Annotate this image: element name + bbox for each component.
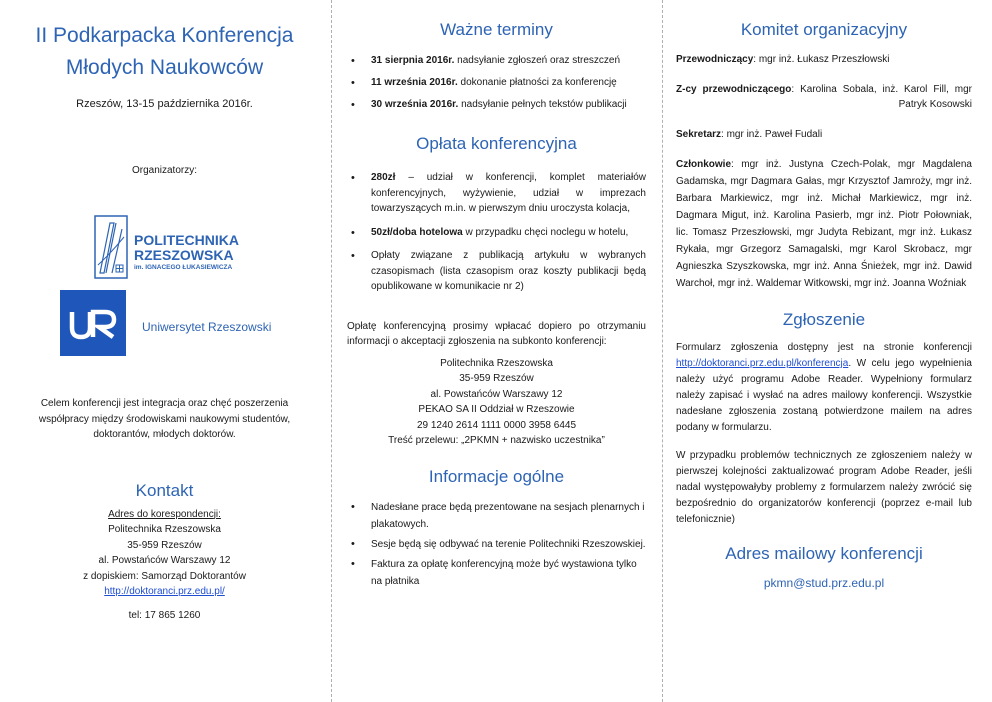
fee-item: • Opłaty związane z publikacją artykułu w wybranych czasopismach (lista czasopism oraz koszty publikacji będą opublikowane w komunikacie nr 2) — [347, 248, 646, 295]
uniwersytet-logo — [60, 290, 290, 356]
date-item: • 31 sierpnia 2016r. nadsyłanie zgłoszeń oraz streszczeń — [347, 50, 646, 72]
fee-heading: Opłata konferencyjna — [416, 134, 577, 153]
registration-paragraph-2: W przypadku problemów technicznych ze zgłoszeniem należy w pierwszej kolejności zaktualizować program Adobe Reader, jeśli nadal występowałyby problemy z formularzem należy zwrócić się bezpośrednio do organizatorów konferencji (poprzez e-mail lub telefonicznie) — [676, 450, 972, 525]
date-item: • 11 września 2016r. dokonanie płatności za konferencję — [347, 72, 646, 94]
uniwersytet-name: Uniwersytet Rzeszowski — [142, 320, 272, 334]
registration-paragraph-1: Formularz zgłoszenia dostępny jest na stronie konferencji http://doktoranci.prz.edu.pl/konferencja. W celu jego wypełnienia należy użyć programu Adobe Reader. Wypełniony formularz należy zapisać i wysłać na adres mailowy konferencji. Wszystkie nadesłane zgłoszenia zostaną potwierdzone mailem na adres podany w formularzu. — [676, 342, 972, 433]
politechnika-subtitle: im. IGNACEGO ŁUKASIEWICZA — [134, 264, 233, 271]
general-info-heading: Informacje ogólne — [428, 466, 565, 486]
email-heading: Adres mailowy konferencji — [725, 544, 923, 563]
info-item: • Sesje będą się odbywać na terenie Politechniki Rzeszowskiej. — [347, 536, 646, 553]
left-column-lower — [0, 396, 331, 623]
politechnika-logo — [94, 215, 254, 279]
contact-website-link[interactable]: http://doktoranci.prz.edu.pl/ — [104, 586, 225, 597]
general-info-list — [347, 499, 646, 590]
committee-heading: Komitet organizacyjny — [740, 20, 908, 39]
fee-list — [347, 170, 646, 295]
right-column — [662, 0, 992, 702]
conference-email[interactable]: pkmn@stud.prz.edu.pl — [763, 576, 885, 590]
politechnika-name-line2: RZESZOWSKA — [134, 247, 234, 263]
ur-emblem-icon — [60, 290, 126, 356]
organizers-label: Organizatorzy: — [131, 165, 198, 177]
date-item: • 30 września 2016r. nadsyłanie pełnych tekstów publikacji — [347, 94, 646, 116]
conference-title: II Podkarpacka Konferencja Młodych Naukowców — [35, 24, 294, 79]
fee-item: • 50zł/doba hotelowa w przypadku chęci noclegu w hotelu, — [347, 225, 646, 241]
registration-form-link[interactable]: http://doktoranci.prz.edu.pl/konferencja — [676, 358, 849, 369]
payment-intro: Opłatę konferencyjną prosimy wpłacać dopiero po otrzymaniu informacji o akceptacji zgłoszenia na subkonto konferencji: — [347, 320, 646, 347]
conference-aim: Celem konferencji jest integracja oraz chęć poszerzenia współpracy między środowiskami naukowymi studentów, doktorantów, młodych doktorów. — [38, 398, 291, 440]
info-item: • Nadesłane prace będą prezentowane na sesjach plenarnych i plakatowych. — [347, 499, 646, 533]
contact-phone: tel: 17 865 1260 — [128, 609, 201, 621]
payment-details: Politechnika Rzeszowska 35-959 Rzeszów al. Powstańców Warszawy 12 PEKAO SA II Oddział w Rzeszowie 29 1240 2614 1111 0000 3958 6445 Treść przelewu: „2PKMN + nazwisko uczestnika” — [388, 357, 605, 446]
contact-address-label: Adres do korespondencji: — [108, 508, 221, 520]
info-item: • Faktura za opłatę konferencyjną może być wystawiona tylko na płatnika — [347, 556, 646, 590]
politechnika-emblem-icon — [94, 215, 128, 279]
important-dates-heading: Ważne terminy — [440, 20, 553, 39]
committee-vice-chairs: Z-cy przewodniczącego: Karolina Sobala, inż. Karol Fill, mgr Patryk Kosowski — [676, 83, 973, 110]
contact-heading: Kontakt — [135, 480, 194, 500]
conference-place-date: Rzeszów, 13-15 października 2016r. — [76, 98, 253, 110]
politechnika-name-line1: POLITECHNIKA — [134, 232, 239, 248]
middle-column — [331, 0, 662, 702]
committee-members: Członkowie: mgr inż. Justyna Czech-Polak, mgr Magdalena Gadamska, mgr Dagmara Gałas, mgr Krzysztof Jamroży, mgr inż. Barbara Markiewicz, mgr inż. Michał Markiewicz, mgr inż. Dagmara Migut, inż. Karolina Pasierb, mgr inż. Piotr Połowniak, lic. Tomasz Przeszłowski, mgr Judyta Rebizant, mgr inż. Łukasz Rykała, mgr Grzegorz Samagalski, mgr Karol Skrobacz, mgr Agnieszka Szyszkowska, mgr inż. Anna Śnieżek, mgr inż. Dawid Warchoł, mgr inż. Waldemar Witkowski, mgr inż. Joanna Woźniak — [676, 159, 972, 289]
important-dates-list — [347, 50, 646, 116]
contact-block: Adres do korespondencji: Politechnika Rzeszowska 35-959 Rzeszów al. Powstańców Warszawy 12 z dopiskiem: Samorząd Doktorantów http://doktoranci.prz.edu.pl/ tel: 17 865 1260 — [18, 507, 311, 624]
committee-secretary: Sekretarz: mgr inż. Paweł Fudali — [676, 128, 823, 140]
committee-chair: Przewodniczący: mgr inż. Łukasz Przeszłowski — [676, 54, 890, 65]
fee-item: • 280zł – udział w konferencji, komplet materiałów konferencyjnych, wyżywienie, udział w imprezach towarzyszących m.in. w pierwszym dniu uroczysta kolacja, — [347, 170, 646, 217]
registration-heading: Zgłoszenie — [782, 310, 866, 329]
